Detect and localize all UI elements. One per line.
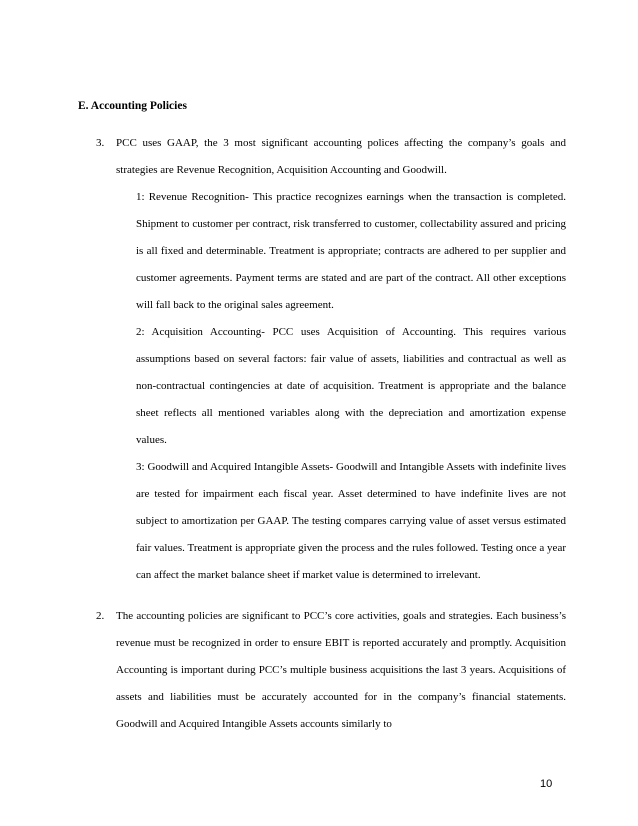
subitem-revenue-recognition: 1: Revenue Recognition- This practice recognizes earnings when the transaction is completed. Shipment to customer per contract, risk transferred to customer, collectability assured and pricing is all fixed and determinable. Treatment is appropriate; contracts are adhered to per supplier and customer agreements. Payment terms are stated and are part of the contract. All other exceptions will fall back to the original sales agreement.	[136, 191, 566, 311]
list-item-text: PCC uses GAAP, the 3 most significant accounting polices affecting the company’s goals and strategies are Revenue Recognition, Acquisition Accounting and Goodwill.	[116, 137, 566, 176]
section-heading: E. Accounting Policies	[78, 100, 187, 112]
significance-list	[96, 603, 566, 738]
list-item-number: 3.	[96, 137, 105, 149]
subitem-acquisition-accounting: 2: Acquisition Accounting- PCC uses Acquisition of Accounting. This requires various assumptions based on several factors: fair value of assets, liabilities and contractual as well as non-contractual contingencies at date of acquisition. Treatment is appropriate and the balance sheet reflects all mentioned variables along with the depreciation and amortization expense values.	[136, 326, 566, 446]
list-item-number: 2.	[96, 610, 105, 622]
list-item	[96, 130, 566, 589]
policy-list	[96, 130, 566, 589]
page-number: 10	[540, 778, 553, 790]
list-item-text: The accounting policies are significant to PCC’s core activities, goals and strategies. Each business’s revenue must be recognized in order to ensure EBIT is reported accurately and promptly. Acquisition Accounting is important during PCC’s multiple business acquisitions the last 3 years. Acquisitions of assets and liabilities must be accurately accounted for in the company’s financial statements. Goodwill and Acquired Intangible Assets accounts similarly to	[116, 610, 566, 730]
subitem-goodwill: 3: Goodwill and Acquired Intangible Assets- Goodwill and Intangible Assets with indefinite lives are tested for impairment each fiscal year. Asset determined to have indefinite lives are not subject to amortization per GAAP. The testing compares carrying value of asset versus estimated fair values. Treatment is appropriate given the process and the rules followed. Testing once a year can affect the market balance sheet if market value is determined to irrelevant.	[136, 461, 566, 581]
list-item	[96, 603, 566, 738]
